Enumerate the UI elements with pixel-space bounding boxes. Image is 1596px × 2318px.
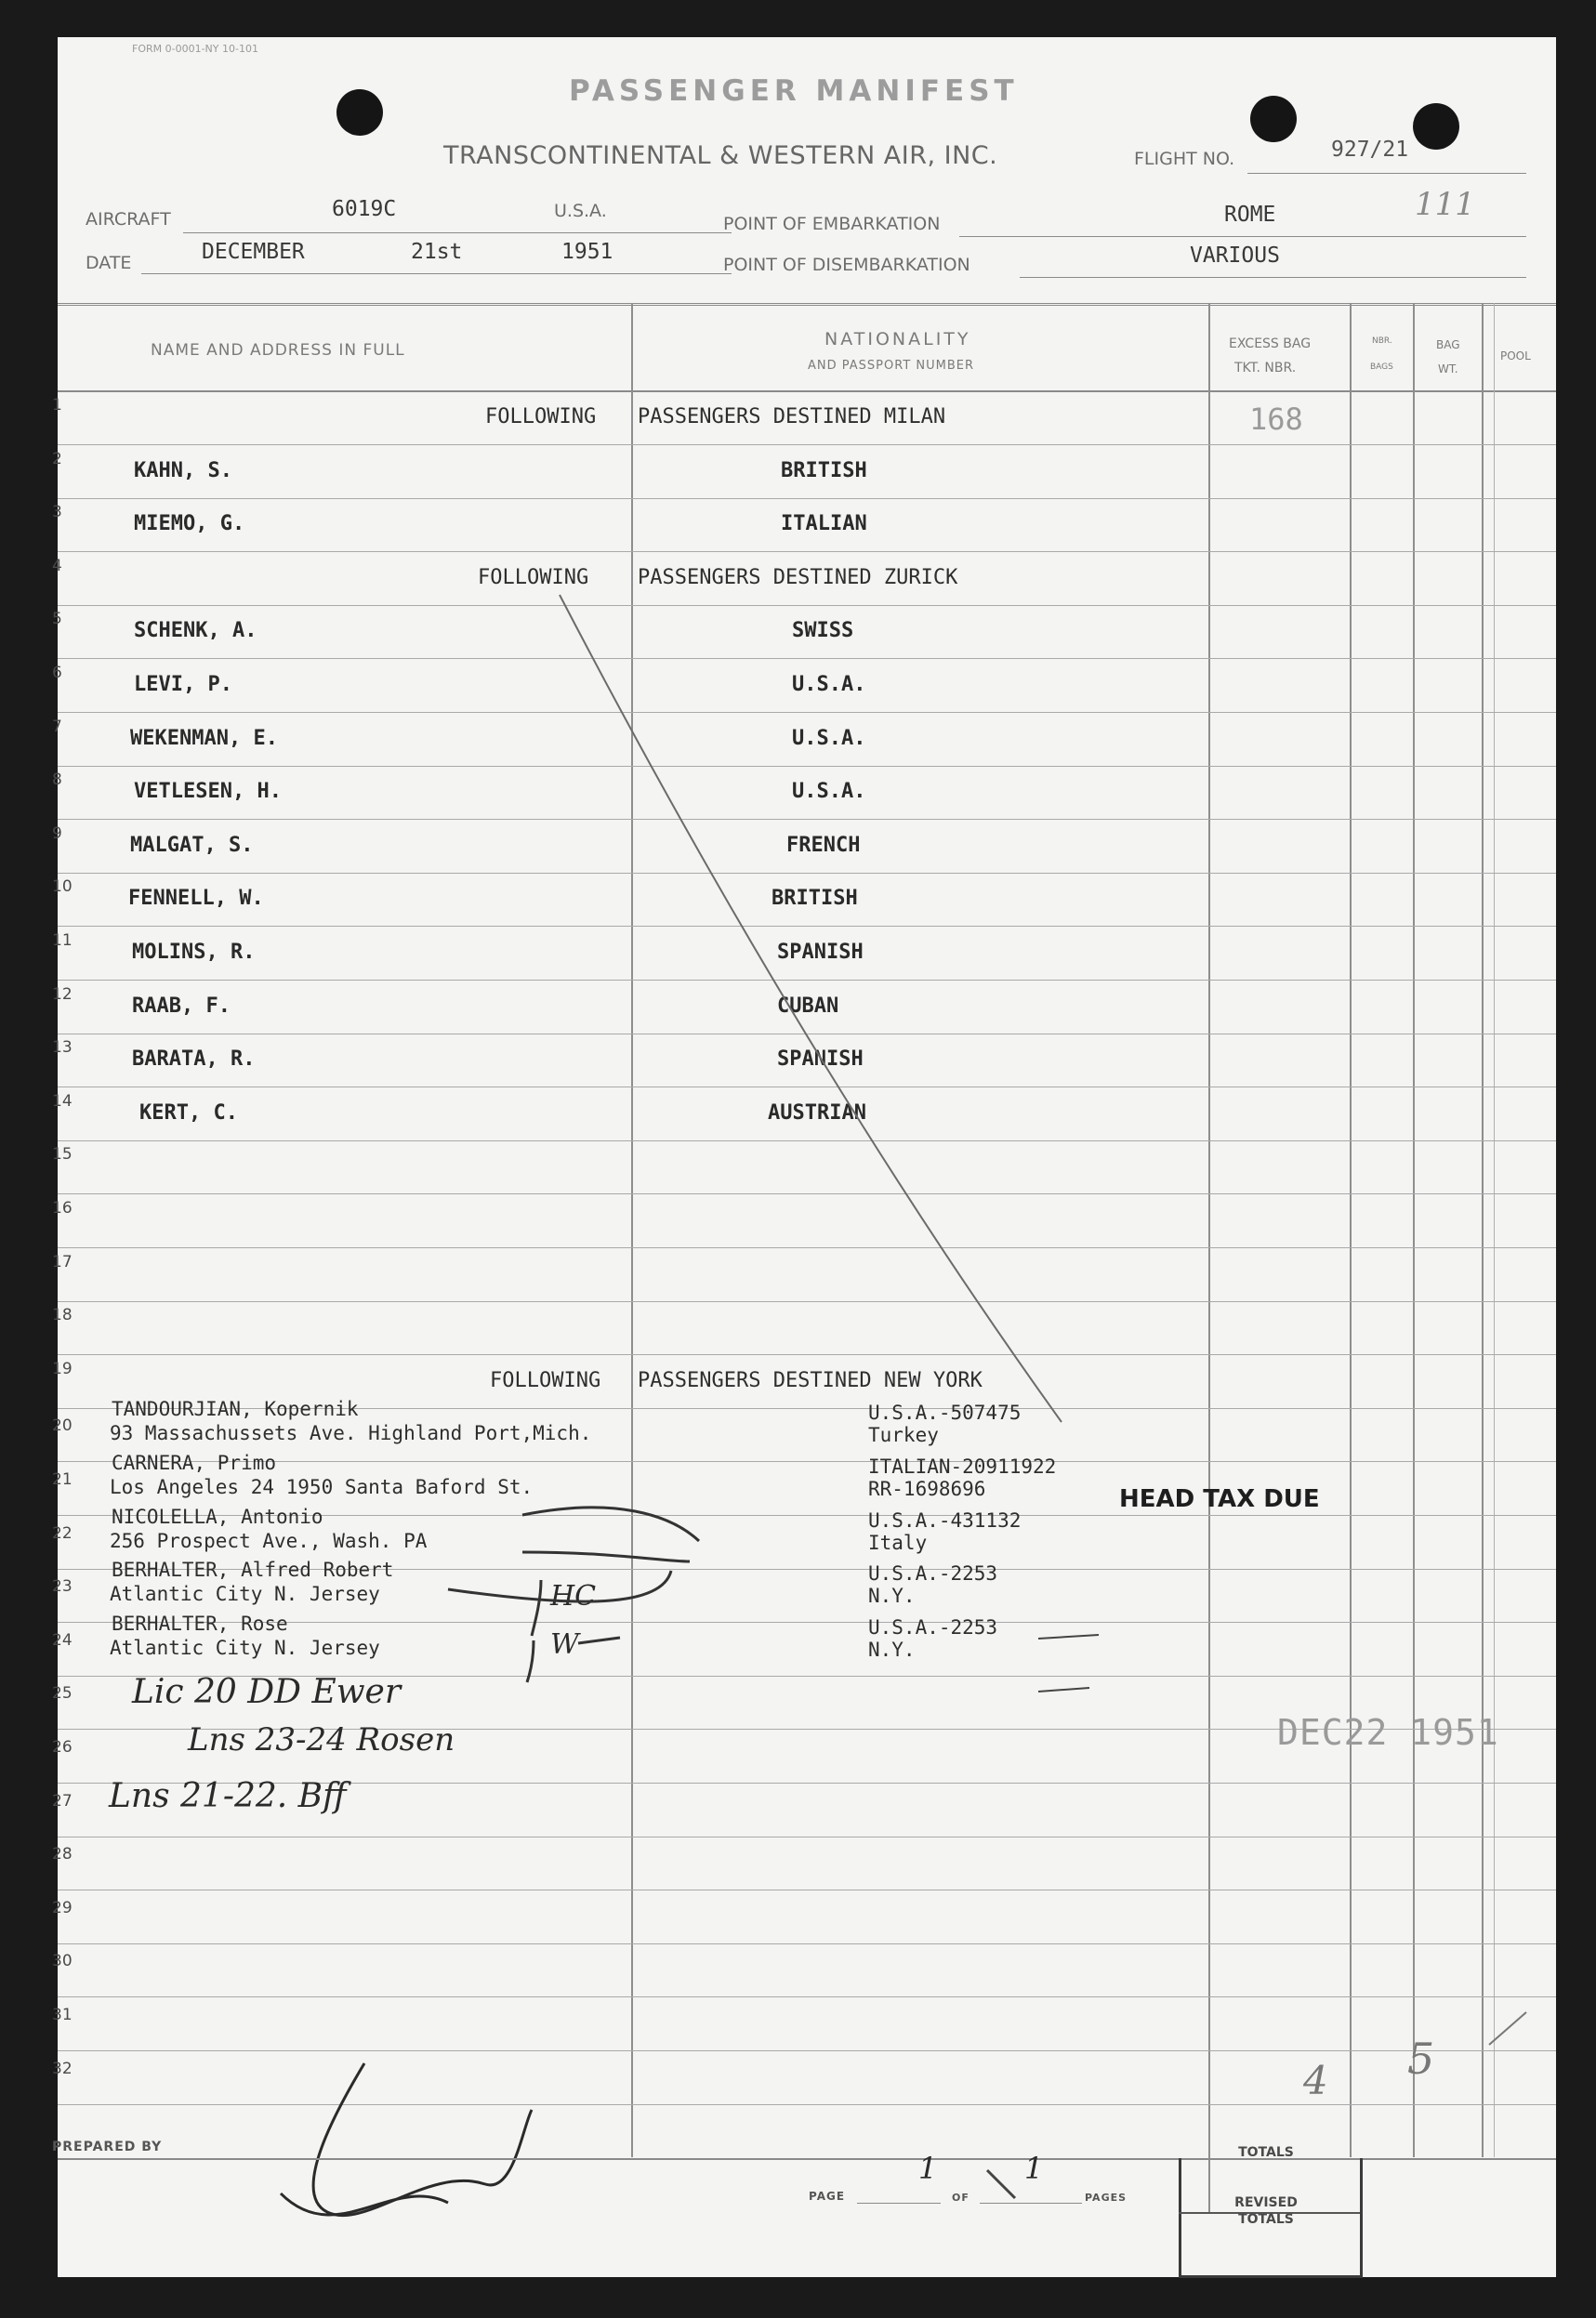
handwriting-line-27: Lns 21-22. Bff <box>109 1777 347 1815</box>
passenger-nationality: PASSENGERS DESTINED MILAN <box>638 405 946 428</box>
passenger-nationality: BRITISH <box>781 459 867 482</box>
passenger-name: KAHN, S. <box>134 459 232 482</box>
passenger-nationality: U.S.A. <box>792 673 866 696</box>
tally-b: 5 <box>1407 2034 1435 2084</box>
passenger-name: BERHALTER, Rose <box>112 1613 288 1635</box>
handwriting-strokes <box>58 37 1556 2277</box>
row-number: 32 <box>52 2060 73 2078</box>
date-year: 1951 <box>561 240 613 264</box>
handwriting-line-25: Lic 20 DD Ewer <box>132 1673 402 1711</box>
page-number: 1 <box>918 2151 938 2186</box>
passenger-nationality: U.S.A. <box>792 780 866 803</box>
embarkation-label: POINT OF EMBARKATION <box>723 214 941 234</box>
row-number: 18 <box>52 1306 73 1324</box>
aircraft-country: U.S.A. <box>554 201 607 221</box>
passenger-name: VETLESEN, H. <box>134 780 282 803</box>
row-number: 1 <box>52 396 62 415</box>
row-number: 5 <box>52 610 62 628</box>
page-of-label: OF <box>952 2192 969 2204</box>
column-header-passport: AND PASSPORT NUMBER <box>808 359 975 373</box>
passenger-name: FENNELL, W. <box>128 887 264 910</box>
row-number: 16 <box>52 1199 73 1218</box>
passenger-name: BARATA, R. <box>132 1047 256 1071</box>
passenger-nationality: AUSTRIAN <box>768 1101 866 1125</box>
aircraft-label: AIRCRAFT <box>86 209 171 230</box>
date-day: 21st <box>411 240 463 264</box>
page-total: 1 <box>1024 2151 1044 2186</box>
column-header-excess-bag: EXCESS BAG <box>1229 336 1312 351</box>
passenger-origin: RR-1698696 <box>868 1478 986 1500</box>
row-number: 22 <box>52 1524 73 1543</box>
passenger-address: Los Angeles 24 1950 Santa Baford St. <box>110 1476 534 1498</box>
passenger-nationality: PASSENGERS DESTINED ZURICK <box>638 566 958 589</box>
date-month: DECEMBER <box>202 240 305 264</box>
passenger-nationality: ITALIAN <box>781 512 867 535</box>
row-number: 26 <box>52 1738 73 1757</box>
pages-label: PAGES <box>1085 2192 1128 2204</box>
column-header-tkt-nbr: TKT. NBR. <box>1234 361 1297 375</box>
passenger-name: FOLLOWING <box>478 566 589 589</box>
passenger-name: LEVI, P. <box>134 673 232 696</box>
passenger-passport: U.S.A.-2253 <box>868 1562 998 1585</box>
row-number: 30 <box>52 1952 73 1970</box>
row-number: 4 <box>52 557 62 575</box>
passenger-name: BERHALTER, Alfred Robert <box>112 1559 394 1581</box>
passenger-name: CARNERA, Primo <box>112 1452 277 1474</box>
column-header-pool: POOL <box>1500 349 1531 362</box>
row-number: 20 <box>52 1416 73 1435</box>
row-number: 6 <box>52 664 62 682</box>
passenger-name: TANDOURJIAN, Kopernik <box>112 1398 359 1420</box>
row-number: 12 <box>52 985 73 1004</box>
handwriting-w: W <box>550 1628 579 1661</box>
passenger-name: MOLINS, R. <box>132 941 256 964</box>
prepared-by-label: PREPARED BY <box>52 2140 163 2154</box>
passenger-name: WEKENMAN, E. <box>130 727 278 750</box>
flight-label: FLIGHT NO. <box>1134 149 1235 169</box>
date-received-stamp: DEC22 1951 <box>1277 1712 1499 1753</box>
row-number: 24 <box>52 1631 73 1650</box>
aircraft-value: 6019C <box>332 197 397 221</box>
handwriting-hc: HC <box>550 1580 597 1613</box>
row-number: 15 <box>52 1145 73 1164</box>
column-header-nbr: NBR. <box>1372 336 1392 346</box>
column-header-wt: WT. <box>1438 362 1458 375</box>
passenger-name: NICOLELLA, Antonio <box>112 1506 323 1528</box>
passenger-address: 93 Massachussets Ave. Highland Port,Mich. <box>110 1422 592 1444</box>
row-number: 17 <box>52 1253 73 1271</box>
row-number: 11 <box>52 931 73 950</box>
row-number: 8 <box>52 770 62 789</box>
passenger-origin: Italy <box>868 1532 928 1554</box>
passenger-passport: U.S.A.-431132 <box>868 1509 1022 1532</box>
passenger-nationality: SPANISH <box>777 1047 864 1071</box>
passenger-name: RAAB, F. <box>132 994 231 1018</box>
flight-mark: 111 <box>1415 186 1475 223</box>
passenger-passport: U.S.A.-2253 <box>868 1616 998 1639</box>
passenger-address: Atlantic City N. Jersey <box>110 1583 380 1605</box>
row-number: 13 <box>52 1038 73 1057</box>
tally-a: 4 <box>1303 2058 1328 2103</box>
row-number: 14 <box>52 1092 73 1111</box>
flight-number: 927/21 <box>1331 138 1409 162</box>
passenger-name: MIEMO, G. <box>134 512 245 535</box>
passenger-origin: Turkey <box>868 1424 939 1446</box>
column-header-bag: BAG <box>1436 338 1460 351</box>
row-number: 23 <box>52 1577 73 1596</box>
passenger-nationality: SPANISH <box>777 941 864 964</box>
passenger-passport: ITALIAN-20911922 <box>868 1455 1057 1478</box>
passenger-nationality: SWISS <box>792 619 854 642</box>
revised-label: REVISED <box>1234 2195 1298 2210</box>
page-title: PASSENGER MANIFEST <box>569 74 1019 108</box>
row-number: 2 <box>52 450 62 468</box>
passenger-nationality: CUBAN <box>777 994 839 1018</box>
passenger-origin: N.Y. <box>868 1639 916 1661</box>
passenger-name: FOLLOWING <box>485 405 597 428</box>
row-number: 27 <box>52 1792 73 1811</box>
row-number: 9 <box>52 824 62 843</box>
row-number: 21 <box>52 1470 73 1489</box>
row-number: 7 <box>52 718 62 736</box>
totals-label: TOTALS <box>1238 2145 1294 2160</box>
passenger-name: FOLLOWING <box>490 1369 601 1392</box>
form-number: FORM 0-0001-NY 10-101 <box>132 43 258 55</box>
passenger-name: MALGAT, S. <box>130 834 254 857</box>
revised-totals-label: TOTALS <box>1238 2212 1294 2227</box>
passenger-nationality: PASSENGERS DESTINED NEW YORK <box>638 1369 983 1392</box>
column-header-nationality: NATIONALITY <box>824 329 971 349</box>
row-number: 19 <box>52 1360 73 1378</box>
row-number: 31 <box>52 2006 73 2024</box>
row-number: 29 <box>52 1899 73 1917</box>
handwriting-line-26: Lns 23-24 Rosen <box>188 1721 455 1758</box>
passenger-name: KERT, C. <box>139 1101 238 1125</box>
airline-name: TRANSCONTINENTAL & WESTERN AIR, INC. <box>443 141 998 170</box>
passenger-nationality: FRENCH <box>786 834 861 857</box>
row-number: 25 <box>52 1684 73 1703</box>
manifest-sheet <box>52 37 1556 2277</box>
disembarkation-value: VARIOUS <box>1190 244 1280 268</box>
passenger-nationality: BRITISH <box>772 887 858 910</box>
passenger-address: Atlantic City N. Jersey <box>110 1637 380 1659</box>
column-header-bags: BAGS <box>1370 362 1393 372</box>
disembarkation-label: POINT OF DISEMBARKATION <box>723 255 970 275</box>
row-number: 10 <box>52 877 73 896</box>
head-tax-stamp: HEAD TAX DUE <box>1119 1485 1320 1513</box>
embarkation-value: ROME <box>1224 203 1276 227</box>
passenger-nationality: U.S.A. <box>792 727 866 750</box>
row-number: 28 <box>52 1845 73 1864</box>
page-label: PAGE <box>809 2190 846 2203</box>
date-label: DATE <box>86 253 132 273</box>
passenger-address: 256 Prospect Ave., Wash. PA <box>110 1530 428 1552</box>
passenger-name: SCHENK, A. <box>134 619 257 642</box>
column-header-name: NAME AND ADDRESS IN FULL <box>151 341 405 360</box>
excess-bag-ticket: 168 <box>1249 402 1303 437</box>
row-number: 3 <box>52 503 62 521</box>
passenger-passport: U.S.A.-507475 <box>868 1402 1022 1424</box>
passenger-origin: N.Y. <box>868 1585 916 1607</box>
